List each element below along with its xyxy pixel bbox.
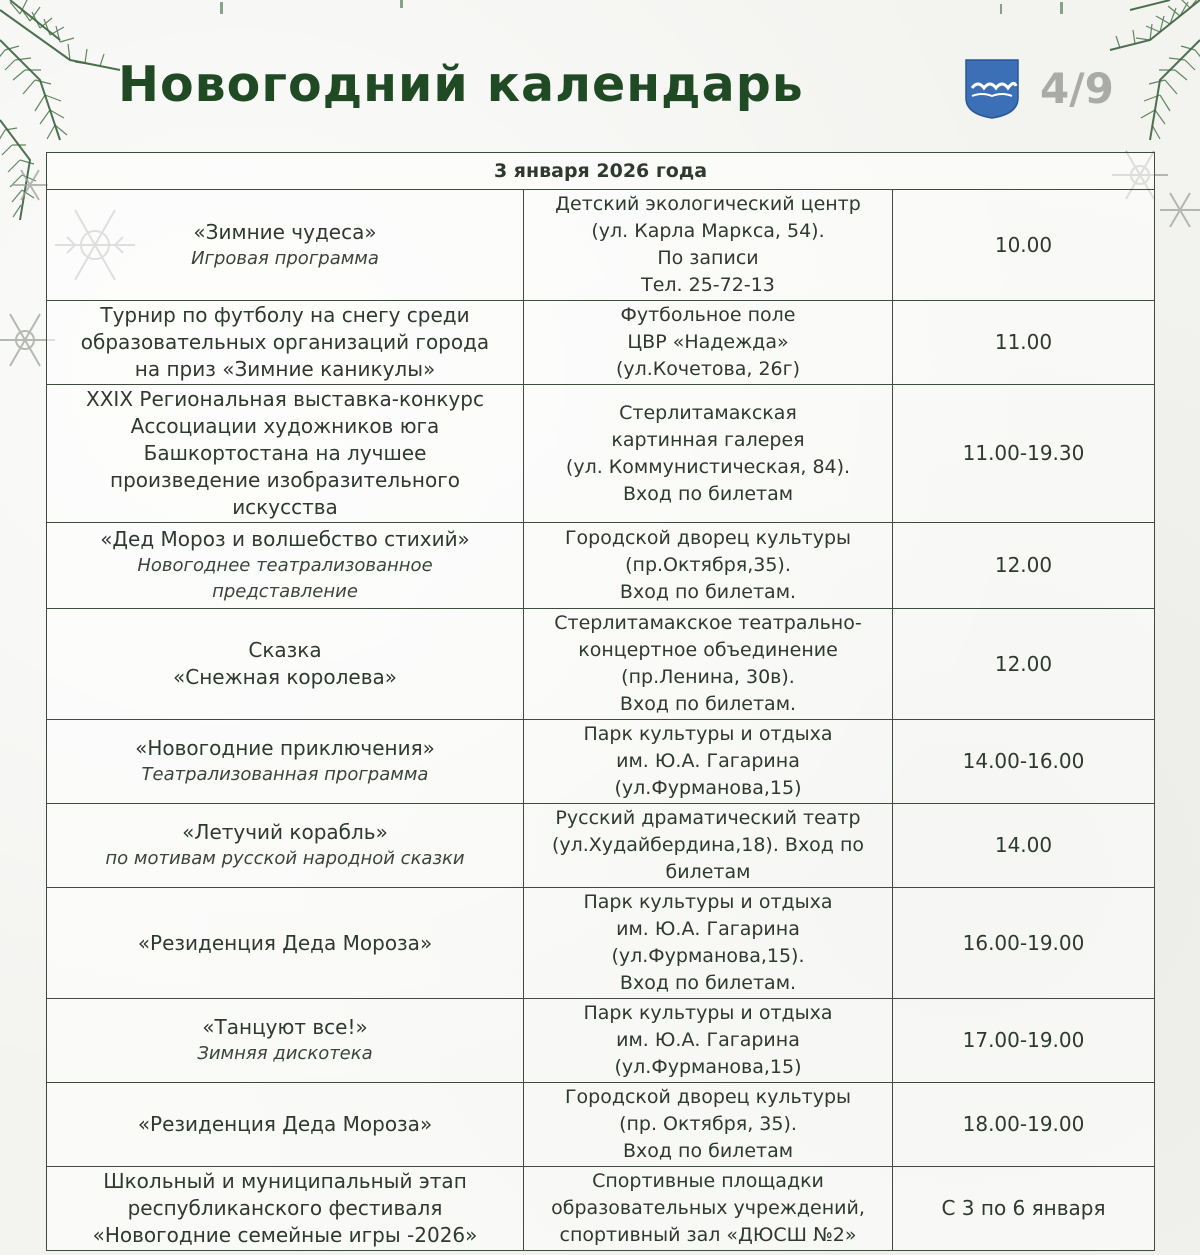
place-line: (пр.Ленина, 30в). <box>621 666 795 688</box>
place-line: Парк культуры и отдыха <box>583 723 833 745</box>
place-line: спортивный зал «ДЮСШ №2» <box>559 1224 857 1246</box>
event-title: Сказка <box>248 638 322 662</box>
event-cell <box>47 804 524 888</box>
event-subtitle: Театрализованная программа <box>141 764 429 785</box>
place-line: (ул.Фурманова,15). <box>611 945 805 967</box>
event-cell <box>47 190 524 301</box>
place-cell <box>524 385 893 523</box>
event-cell <box>47 1167 524 1251</box>
place-line: им. Ю.А. Гагарина <box>616 1029 800 1051</box>
table-row <box>47 1083 1155 1167</box>
place-line: Вход по билетам. <box>619 972 797 994</box>
time-cell: 17.00-19.00 <box>893 999 1155 1083</box>
place-line: Городской дворец культуры <box>564 527 852 549</box>
event-title: республиканского фестиваля <box>127 1196 443 1220</box>
event-title: Башкортостана на лучшее <box>143 441 427 465</box>
place-line: (ул.Фурманова,15) <box>614 777 802 799</box>
city-crest-icon <box>964 58 1020 120</box>
place-cell <box>524 999 893 1083</box>
time-cell: 14.00 <box>893 804 1155 888</box>
event-title: «Снежная королева» <box>173 665 397 689</box>
place-line: ЦВР «Надежда» <box>627 331 789 353</box>
event-subtitle: по мотивам русской народной сказки <box>105 848 465 869</box>
event-cell <box>47 999 524 1083</box>
time-cell: 14.00-16.00 <box>893 720 1155 804</box>
table-date: 3 января 2026 года <box>47 153 1155 190</box>
place-line: Спортивные площадки <box>592 1170 824 1192</box>
place-line: Стерлитамакское театрально- <box>554 612 862 634</box>
place-line: Парк культуры и отдыха <box>583 1002 833 1024</box>
event-cell <box>47 301 524 385</box>
event-cell <box>47 385 524 523</box>
place-line: Футбольное поле <box>620 304 796 326</box>
place-line: Детский экологический центр <box>555 193 861 215</box>
page-number: 4/9 <box>1040 64 1114 113</box>
table-row <box>47 888 1155 999</box>
event-subtitle: представление <box>212 581 358 602</box>
event-title: Ассоциации художников юга <box>130 414 440 438</box>
time-cell: 11.00-19.30 <box>893 385 1155 523</box>
place-line: (ул.Фурманова,15) <box>614 1056 802 1078</box>
event-title: «Новогодние семейные игры -2026» <box>92 1223 478 1247</box>
place-line: Русский драматический театр <box>555 807 861 829</box>
place-line: образовательных учреждений, <box>551 1197 865 1219</box>
date-row <box>47 153 1155 190</box>
place-cell <box>524 888 893 999</box>
place-line: (ул. Карла Маркса, 54). <box>591 220 825 242</box>
place-cell <box>524 804 893 888</box>
time-cell: 11.00 <box>893 301 1155 385</box>
place-line: Парк культуры и отдыха <box>583 891 833 913</box>
table-row <box>47 385 1155 523</box>
place-line: билетам <box>665 861 751 883</box>
table-row <box>47 1167 1155 1251</box>
table-row <box>47 720 1155 804</box>
table-row <box>47 609 1155 720</box>
event-title: «Дед Мороз и волшебство стихий» <box>100 527 470 551</box>
table-row <box>47 190 1155 301</box>
event-title: Школьный и муниципальный этап <box>103 1169 467 1193</box>
place-line: им. Ю.А. Гагарина <box>616 918 800 940</box>
place-line: (ул.Худайбердина,18). Вход по <box>551 834 865 856</box>
place-line: картинная галерея <box>611 428 805 451</box>
event-title: произведение изобразительного <box>110 468 460 492</box>
event-cell <box>47 609 524 720</box>
events-table <box>46 152 1155 1251</box>
place-line: (пр. Октября, 35). <box>619 1113 797 1135</box>
event-title: на приз «Зимние каникулы» <box>134 357 436 381</box>
place-line: По записи <box>657 247 759 269</box>
event-title: «Зимние чудеса» <box>193 219 377 244</box>
event-cell <box>47 1083 524 1167</box>
place-line: (ул. Коммунистическая, 84). <box>565 455 851 478</box>
place-line: Вход по билетам. <box>619 581 797 603</box>
page-title: Новогодний календарь <box>118 56 804 113</box>
place-line: Вход по билетам <box>622 1140 794 1162</box>
place-line: им. Ю.А. Гагарина <box>616 750 800 772</box>
event-title: искусства <box>232 495 338 519</box>
place-line: концертное объединение <box>578 639 838 661</box>
table-row <box>47 999 1155 1083</box>
time-cell: С 3 по 6 января <box>893 1167 1155 1251</box>
event-title: «Резиденция Деда Мороза» <box>137 1112 433 1136</box>
place-cell <box>524 720 893 804</box>
event-title: «Танцуют все!» <box>202 1015 368 1039</box>
place-line: Вход по билетам <box>622 482 794 505</box>
event-title: образовательных организаций города <box>80 330 490 354</box>
place-cell <box>524 190 893 301</box>
time-cell: 12.00 <box>893 523 1155 609</box>
place-line: (ул.Кочетова, 26г) <box>615 358 801 380</box>
place-cell <box>524 609 893 720</box>
table-row <box>47 301 1155 385</box>
event-title: XXIX Региональная выставка-конкурс <box>86 387 484 411</box>
place-cell <box>524 1167 893 1251</box>
time-cell: 16.00-19.00 <box>893 888 1155 999</box>
event-subtitle: Игровая программа <box>191 247 379 269</box>
place-line: Вход по билетам. <box>619 693 797 715</box>
place-cell <box>524 301 893 385</box>
place-line: Городской дворец культуры <box>564 1086 852 1108</box>
event-subtitle: Новогоднее театрализованное <box>137 555 433 576</box>
table-row <box>47 523 1155 609</box>
table-row <box>47 804 1155 888</box>
place-cell <box>524 523 893 609</box>
event-cell <box>47 888 524 999</box>
event-title: «Летучий корабль» <box>182 820 388 844</box>
event-cell <box>47 720 524 804</box>
event-cell <box>47 523 524 609</box>
place-line: (пр.Октября,35). <box>625 554 791 576</box>
event-title: «Новогодние приключения» <box>135 736 435 760</box>
time-cell: 12.00 <box>893 609 1155 720</box>
event-subtitle: Зимняя дискотека <box>197 1043 373 1064</box>
place-line: Стерлитамакская <box>619 401 797 424</box>
event-title: Турнир по футболу на снегу среди <box>100 303 470 327</box>
place-line: Тел. 25-72-13 <box>641 274 775 296</box>
place-cell <box>524 1083 893 1167</box>
time-cell: 18.00-19.00 <box>893 1083 1155 1167</box>
event-title: «Резиденция Деда Мороза» <box>137 930 433 955</box>
time-cell: 10.00 <box>893 190 1155 301</box>
